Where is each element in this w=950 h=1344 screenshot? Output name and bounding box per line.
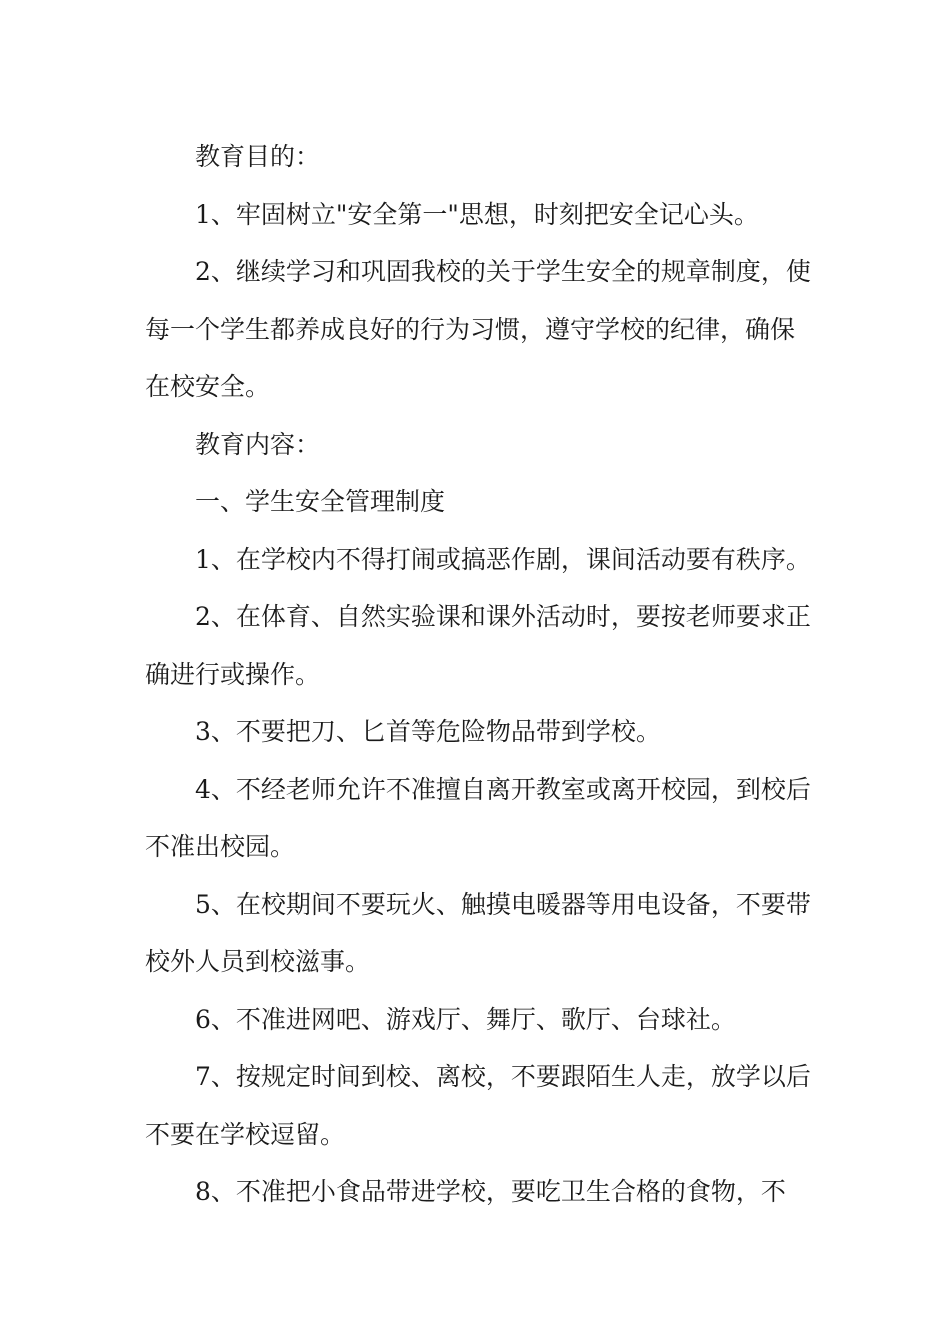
paragraph-rule-7: 7、按规定时间到校、离校，不要跟陌生人走，放学以后不要在学校逗留。 (145, 1062, 811, 1149)
paragraph-rule-4: 4、不经老师允许不准擅自离开教室或离开校园，到校后不准出校园。 (145, 774, 811, 861)
paragraph-goal-1: 1、牢固树立"安全第一"思想，时刻把安全记心头。 (195, 199, 759, 229)
paragraph-content-heading: 教育内容： (195, 429, 321, 459)
paragraph-rule-2: 2、在体育、自然实验课和课外活动时，要按老师要求正确进行或操作。 (145, 602, 811, 689)
paragraph-rule-1: 1、在学校内不得打闹或搞恶作剧，课间活动要有秩序。 (195, 544, 811, 574)
paragraph-goal-heading: 教育目的： (195, 142, 321, 171)
paragraph-rule-3: 3、不要把刀、匕首等危险物品带到学校。 (195, 717, 661, 746)
paragraph-rule-6: 6、不准进网吧、游戏厅、舞厅、歌厅、台球社。 (195, 1004, 736, 1034)
document-body (145, 128, 815, 1221)
paragraph-rule-8: 8、不准把小食品带进学校，要吃卫生合格的食物，不 (195, 1177, 786, 1206)
paragraph-rule-5: 5、在校期间不要玩火、触摸电暖器等用电设备，不要带校外人员到校滋事。 (145, 889, 811, 976)
paragraph-goal-2: 2、继续学习和巩固我校的关于学生安全的规章制度，使每一个学生都养成良好的行为习惯，遵守学校的纪律，确保在校安全。 (145, 257, 811, 401)
paragraph-section-heading: 一、学生安全管理制度 (195, 487, 446, 516)
